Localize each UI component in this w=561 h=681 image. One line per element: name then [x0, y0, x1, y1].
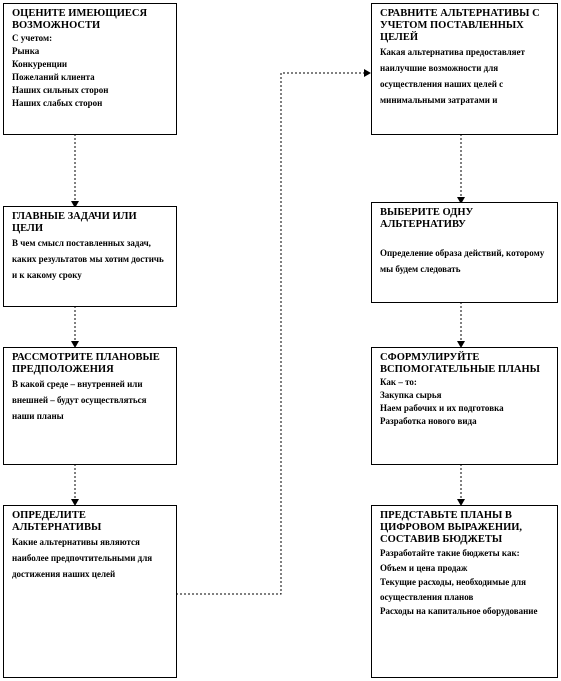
step-body: В какой среде – внутренней или внешней – будут осуществляться наши планы [12, 379, 147, 421]
step-title: РАССМОТРИТЕ ПЛАНОВЫЕ ПРЕДПОЛОЖЕНИЯ [12, 352, 160, 375]
step-body: Определение образа действий, которому мы будем следовать [380, 248, 545, 274]
step-box-compare-alternatives [371, 3, 558, 135]
step-body: С учетом: Рынка Конкуренции Пожеланий клиента Наших сильных сторон Наших слабых сторон [12, 33, 109, 108]
step-title: ПРЕДСТАВЬТЕ ПЛАНЫ В ЦИФРОВОМ ВЫРАЖЕНИИ, СОСТАВИВ БЮДЖЕТЫ [380, 510, 523, 545]
step-title: ВЫБЕРИТЕ ОДНУ АЛЬТЕРНАТИВУ [380, 207, 474, 230]
step-box-main-goals [3, 206, 177, 307]
step-body: Разработайте такие бюджеты как: Объем и цена продаж Текущие расходы, необходимые для осуществления планов Расходы на капитальное оборудование [380, 548, 538, 616]
step-body: Какие альтернативы являются наиболее предпочтительными для достижения наших целей [12, 537, 153, 579]
arrow-b4-b5 [176, 73, 370, 594]
step-box-auxiliary-plans [371, 347, 558, 465]
step-title: ОПРЕДЕЛИТЕ АЛЬТЕРНАТИВЫ [12, 510, 102, 533]
step-title: ГЛАВНЫЕ ЗАДАЧИ ИЛИ ЦЕЛИ [12, 211, 137, 234]
step-title: ОЦЕНИТЕ ИМЕЮЩИЕСЯ ВОЗМОЖНОСТИ [12, 8, 148, 31]
step-title: СФОРМУЛИРУЙТЕ ВСПОМОГАТЕЛЬНЫЕ ПЛАНЫ [380, 352, 540, 375]
step-box-planning-assumptions [3, 347, 177, 465]
step-body: В чем смысл поставленных задач, каких результатов мы хотим достичь и к какому сроку [12, 238, 164, 280]
step-box-budgets [371, 505, 558, 678]
step-title: СРАВНИТЕ АЛЬТЕРНАТИВЫ С УЧЕТОМ ПОСТАВЛЕННЫХ ЦЕЛЕЙ [380, 8, 540, 43]
step-box-define-alternatives [3, 505, 177, 678]
step-body: Какая альтернатива предоставляет наилучшие возможности для осуществления наших целей с минимальными затратами и [380, 47, 525, 105]
step-box-choose-alternative [371, 202, 558, 303]
step-box-assess-opportunities [3, 3, 177, 135]
step-body: Как – то: Закупка сырья Наем рабочих и их подготовка Разработка нового вида [380, 377, 504, 426]
